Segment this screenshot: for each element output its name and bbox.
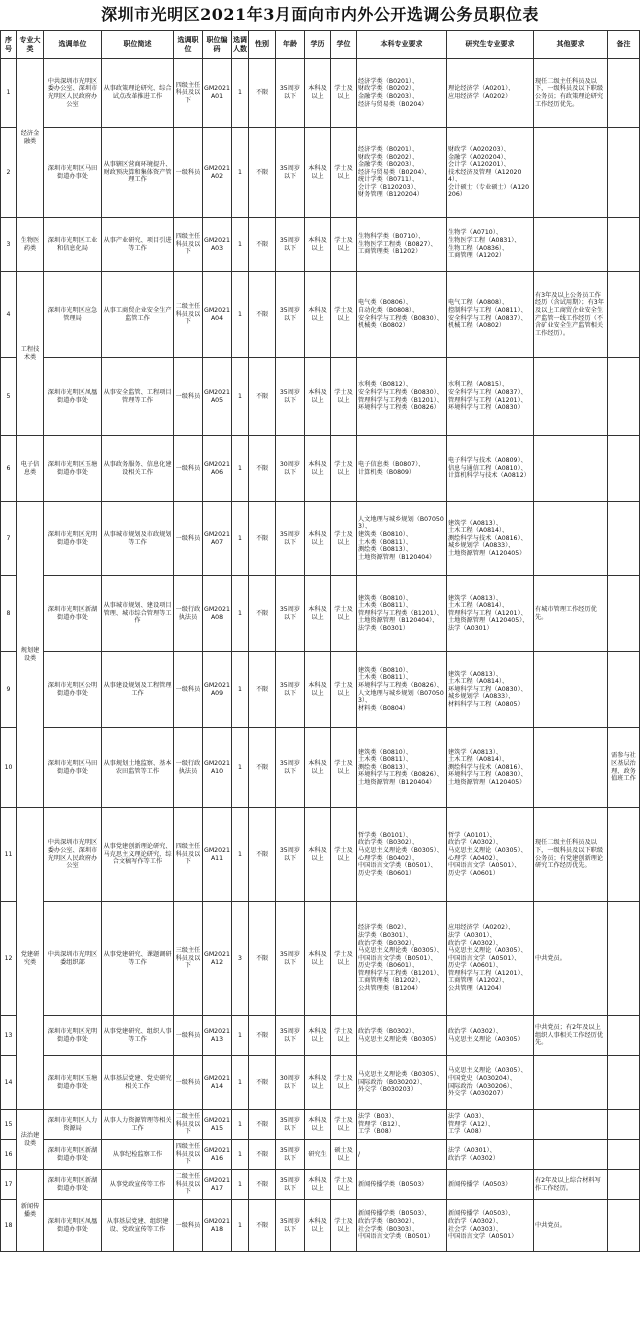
column-header: 选调单位 (44, 31, 102, 59)
other-requirements (534, 652, 608, 728)
remark (608, 1110, 640, 1140)
education: 本科及以上 (305, 502, 331, 576)
table-row (1, 576, 640, 652)
position-code: GM2021A14 (203, 1056, 232, 1110)
postgrad-majors: 水利工程（A0815）、 安全科学与工程（A0837）、 管理科学与工程（A1201）、 环境科学与工程（A0830） (447, 358, 534, 436)
position-level: 一级科员 (174, 1056, 203, 1110)
gender: 不限 (249, 728, 276, 808)
table-header-row (1, 31, 640, 59)
education: 本科及以上 (305, 576, 331, 652)
row-number: 7 (1, 502, 17, 576)
position-table (0, 30, 640, 1252)
unit-cell: 深圳市光明区工业和信息化局 (44, 218, 102, 272)
position-level: 一级科员 (174, 1200, 203, 1252)
remark (608, 128, 640, 218)
job-description: 从事人力资源管理等相关工作 (102, 1110, 174, 1140)
position-level: 一级科员 (174, 502, 203, 576)
row-number: 10 (1, 728, 17, 808)
unit-cell: 深圳市光明区马田街道办事处 (44, 728, 102, 808)
undergrad-majors: 新闻传播学类（B0503） (357, 1170, 447, 1200)
headcount: 1 (232, 1170, 249, 1200)
unit-cell: 深圳市光明区新湖街道办事处 (44, 576, 102, 652)
unit-cell: 深圳市光明区新湖街道办事处 (44, 1140, 102, 1170)
age-requirement: 30周岁以下 (276, 436, 305, 502)
gender: 不限 (249, 502, 276, 576)
degree: 学士及以上 (331, 1056, 357, 1110)
position-code: GM2021A09 (203, 652, 232, 728)
job-description: 从事城市规划、建设项目管理、城市综合管理等工作 (102, 576, 174, 652)
undergrad-majors: 马克思主义理论类（B0305）、 国际政治（B030202）、 外交学（B030203） (357, 1056, 447, 1110)
position-code: GM2021A04 (203, 272, 232, 358)
age-requirement: 35周岁以下 (276, 218, 305, 272)
remark (608, 1140, 640, 1170)
age-requirement: 35周岁以下 (276, 808, 305, 902)
position-code: GM2021A08 (203, 576, 232, 652)
degree: 学士及以上 (331, 652, 357, 728)
age-requirement: 35周岁以下 (276, 1110, 305, 1140)
postgrad-majors: 电子科学与技术（A0809）、 信息与通信工程（A0810）、 计算机科学与技术（A0812） (447, 436, 534, 502)
postgrad-majors: 建筑学（A0813）、 土木工程（A0814）、 环境科学与工程（A0830）、 城乡规划学（A0833）、 材料科学与工程（A0805） (447, 652, 534, 728)
position-code: GM2021A13 (203, 1016, 232, 1056)
undergrad-majors: 法学（B03）、 管理学（B12）、 工学（B08） (357, 1110, 447, 1140)
age-requirement: 35周岁以下 (276, 128, 305, 218)
job-description: 从事辖区营商环境提升、财政预决算和集体资产管理工作 (102, 128, 174, 218)
position-code: GM2021A01 (203, 59, 232, 128)
age-requirement: 35周岁以下 (276, 902, 305, 1016)
undergrad-majors: 哲学类（B0101）、 政治学类（B0302）、 马克思主义理论类（B0305）、 心理学类（B0402）、 中国语言文学类（B0501）、 历史学类（B0601） (357, 808, 447, 902)
education: 本科及以上 (305, 59, 331, 128)
table-row (1, 1056, 640, 1110)
position-code: GM2021A17 (203, 1170, 232, 1200)
table-row (1, 728, 640, 808)
row-number: 4 (1, 272, 17, 358)
unit-cell: 深圳市光明区凤凰街道办事处 (44, 358, 102, 436)
position-level: 四级主任科员及以下 (174, 218, 203, 272)
position-code: GM2021A15 (203, 1110, 232, 1140)
headcount: 3 (232, 902, 249, 1016)
headcount: 1 (232, 576, 249, 652)
position-level: 一级科员 (174, 358, 203, 436)
education: 本科及以上 (305, 1016, 331, 1056)
position-code: GM2021A03 (203, 218, 232, 272)
position-level: 一级科员 (174, 436, 203, 502)
table-row (1, 1016, 640, 1056)
headcount: 1 (232, 59, 249, 128)
postgrad-majors: 电气工程（A0808）、 控制科学与工程（A0811）、 安全科学与工程（A0837）、 机械工程（A0802） (447, 272, 534, 358)
table-row (1, 1200, 640, 1252)
degree: 学士及以上 (331, 358, 357, 436)
education: 研究生 (305, 1140, 331, 1170)
remark (608, 1170, 640, 1200)
column-header: 年龄 (276, 31, 305, 59)
job-description: 从事建设规划及工程管理工作 (102, 652, 174, 728)
age-requirement: 35周岁以下 (276, 1170, 305, 1200)
gender: 不限 (249, 1056, 276, 1110)
remark (608, 218, 640, 272)
row-number: 1 (1, 59, 17, 128)
table-row (1, 902, 640, 1016)
table-row (1, 502, 640, 576)
position-level: 四级主任科员及以下 (174, 1140, 203, 1170)
other-requirements (534, 728, 608, 808)
major-category: 规划建设类 (17, 502, 44, 808)
postgrad-majors: 哲学（A0101）、 政治学（A0302）、 马克思主义理论（A0305）、 心理学（A0402）、 中国语言文学（A0501）、 历史学（A0601） (447, 808, 534, 902)
job-description: 从事城市规划及市政规划等工作 (102, 502, 174, 576)
headcount: 1 (232, 218, 249, 272)
remark (608, 59, 640, 128)
column-header: 学位 (331, 31, 357, 59)
row-number: 2 (1, 128, 17, 218)
position-code: GM2021A07 (203, 502, 232, 576)
column-header: 序号 (1, 31, 17, 59)
column-header: 性别 (249, 31, 276, 59)
job-description: 从事纪检监察工作 (102, 1140, 174, 1170)
postgrad-majors: 政治学（A0302）、 马克思主义理论（A0305） (447, 1016, 534, 1056)
row-number: 8 (1, 576, 17, 652)
other-requirements: 现任二级主任科员及以下，一级科员及以下职级公务员；有党建创新理论研究工作经历优先。 (534, 808, 608, 902)
headcount: 1 (232, 1200, 249, 1252)
position-level: 四级主任科员及以下 (174, 808, 203, 902)
position-level: 一级科员 (174, 1016, 203, 1056)
gender: 不限 (249, 128, 276, 218)
table-row (1, 358, 640, 436)
undergrad-majors: 水利类（B0812）、 安全科学与工程类（B0830）、 管理科学与工程类（B1201）、 环境科学与工程类（B0826） (357, 358, 447, 436)
column-header: 选调职位 (174, 31, 203, 59)
table-row (1, 652, 640, 728)
gender: 不限 (249, 1110, 276, 1140)
degree: 学士及以上 (331, 128, 357, 218)
position-code: GM2021A16 (203, 1140, 232, 1170)
undergrad-majors: 建筑类（B0810）、 土木类（B0811）、 管理科学与工程类（B1201）、 土地资源管理（B120404）、 法学类（B0301） (357, 576, 447, 652)
degree: 学士及以上 (331, 272, 357, 358)
position-code: GM2021A02 (203, 128, 232, 218)
undergrad-majors: 经济学类（B02）、 法学类（B0301）、 政治学类（B0302）、 马克思主义理论类（B0305）、 中国语言文学类（B0501）、 历史学类（B0601）、 管理科学与工程类（B1201）、 工商管理类（B1202）、 公共管理类（B1204） (357, 902, 447, 1016)
job-description: 从事党建研究、课题调研等工作 (102, 902, 174, 1016)
gender: 不限 (249, 1170, 276, 1200)
unit-cell: 中共深圳市光明区委办公室、深圳市光明区人民政府办公室 (44, 59, 102, 128)
unit-cell: 深圳市光明区新湖街道办事处 (44, 1170, 102, 1200)
age-requirement: 35周岁以下 (276, 358, 305, 436)
remark (608, 502, 640, 576)
postgrad-majors: 新闻传播学（A0503）、 政治学（A0302）、 社会学（A0303）、 中国语言文学（A0501） (447, 1200, 534, 1252)
position-level: 一级行政执法员 (174, 728, 203, 808)
gender: 不限 (249, 272, 276, 358)
gender: 不限 (249, 436, 276, 502)
postgrad-majors: 财政学（A020203）、 金融学（A020204）、 会计学（A120201）、 技术经济及管理（A120204）、 会计硕士（专业硕士）（A120206） (447, 128, 534, 218)
other-requirements (534, 128, 608, 218)
other-requirements (534, 1056, 608, 1110)
row-number: 13 (1, 1016, 17, 1056)
education: 本科及以上 (305, 1200, 331, 1252)
education: 本科及以上 (305, 652, 331, 728)
education: 本科及以上 (305, 272, 331, 358)
other-requirements: 有城市管理工作经历优先。 (534, 576, 608, 652)
headcount: 1 (232, 652, 249, 728)
undergrad-majors: 电子信息类（B0807）、 计算机类（B0809） (357, 436, 447, 502)
table-row (1, 1170, 640, 1200)
age-requirement: 35周岁以下 (276, 272, 305, 358)
gender: 不限 (249, 218, 276, 272)
gender: 不限 (249, 652, 276, 728)
education: 本科及以上 (305, 728, 331, 808)
column-header: 职位简述 (102, 31, 174, 59)
unit-cell: 中共深圳市光明区委组织部 (44, 902, 102, 1016)
headcount: 1 (232, 436, 249, 502)
other-requirements: 中共党员；有2年及以上组织人事相关工作经历优先。 (534, 1016, 608, 1056)
undergrad-majors: 建筑类（B0810）、 土木类（B0811）、 环境科学与工程类（B0826）、 人文地理与城乡规划（B070503）、 材料类（B0804） (357, 652, 447, 728)
education: 本科及以上 (305, 128, 331, 218)
job-description: 从事产业研究、项目引进等工作 (102, 218, 174, 272)
postgrad-majors: 法学（A03）、 管理学（A12）、 工学（A08） (447, 1110, 534, 1140)
headcount: 1 (232, 1056, 249, 1110)
remark (608, 576, 640, 652)
job-description: 从事基层党建、组织建设、党政宣传等工作 (102, 1200, 174, 1252)
row-number: 6 (1, 436, 17, 502)
position-level: 三级主任科员及以下 (174, 902, 203, 1016)
position-code: GM2021A18 (203, 1200, 232, 1252)
postgrad-majors: 建筑学（A0813）、 土木工程（A0814）、 管理科学与工程（A1201）、 土地资源管理（A120405）、 法学（A0301） (447, 576, 534, 652)
age-requirement: 30周岁以下 (276, 1056, 305, 1110)
age-requirement: 35周岁以下 (276, 576, 305, 652)
postgrad-majors: 马克思主义理论（A0305）、 中国党史（A030204）、 国际政治（A030206）、 外交学（A030207） (447, 1056, 534, 1110)
headcount: 1 (232, 272, 249, 358)
age-requirement: 35周岁以下 (276, 1140, 305, 1170)
headcount: 1 (232, 128, 249, 218)
unit-cell: 深圳市光明区玉塘街道办事处 (44, 1056, 102, 1110)
unit-cell: 深圳市光明区凤凰街道办事处 (44, 1200, 102, 1252)
degree: 学士及以上 (331, 436, 357, 502)
column-header: 其他要求 (534, 31, 608, 59)
row-number: 17 (1, 1170, 17, 1200)
undergrad-majors: 人文地理与城乡规划（B070503）、 建筑类（B0810）、 土木类（B0811）、 测绘类（B0813）、 土地资源管理（B120404） (357, 502, 447, 576)
age-requirement: 35周岁以下 (276, 652, 305, 728)
education: 本科及以上 (305, 1056, 331, 1110)
position-code: GM2021A10 (203, 728, 232, 808)
age-requirement: 35周岁以下 (276, 1016, 305, 1056)
gender: 不限 (249, 576, 276, 652)
headcount: 1 (232, 358, 249, 436)
age-requirement: 35周岁以下 (276, 59, 305, 128)
column-header: 研究生专业要求 (447, 31, 534, 59)
postgrad-majors: 建筑学（A0813）、 土木工程（A0814）、 测绘科学与技术（A0816）、 环境科学与工程（A0830）、 土地资源管理（A120405） (447, 728, 534, 808)
other-requirements: 中共党员。 (534, 902, 608, 1016)
row-number: 16 (1, 1140, 17, 1170)
unit-cell: 深圳市光明区应急管理局 (44, 272, 102, 358)
undergrad-majors: 建筑类（B0810）、 土木类（B0811）、 测绘类（B0813）、 环境科学与工程类（B0826）、 土地资源管理（B120404） (357, 728, 447, 808)
job-description: 从事政策理论研究、综合试点改革推进工作 (102, 59, 174, 128)
remark (608, 1056, 640, 1110)
position-code: GM2021A05 (203, 358, 232, 436)
position-level: 二级主任科员及以下 (174, 1110, 203, 1140)
undergrad-majors: 电气类（B0806）、 自动化类（B0808）、 安全科学与工程类（B0830）、 机械类（B0802） (357, 272, 447, 358)
degree: 学士及以上 (331, 502, 357, 576)
major-category: 经济金融类 (17, 59, 44, 218)
headcount: 1 (232, 728, 249, 808)
gender: 不限 (249, 1200, 276, 1252)
unit-cell: 深圳市光明区光明街道办事处 (44, 1016, 102, 1056)
major-category: 电子信息类 (17, 436, 44, 502)
undergrad-majors: 经济学类（B0201）、 财政学类（B0202）、 金融学类（B0203）、 经济与贸易类（B0204） (357, 59, 447, 128)
unit-cell: 深圳市光明区玉塘街道办事处 (44, 436, 102, 502)
headcount: 1 (232, 808, 249, 902)
other-requirements (534, 358, 608, 436)
degree: 学士及以上 (331, 1200, 357, 1252)
degree: 学士及以上 (331, 1016, 357, 1056)
job-description: 从事党建创新理论研究、马克思主义理论研究、综合文稿写作等工作 (102, 808, 174, 902)
table-row (1, 1110, 640, 1140)
major-category: 新闻传播类 (17, 1170, 44, 1252)
headcount: 1 (232, 1140, 249, 1170)
degree: 学士及以上 (331, 728, 357, 808)
position-level: 一级科员 (174, 128, 203, 218)
job-description: 从事安全监管、工程项目管理等工作 (102, 358, 174, 436)
job-description: 从事基层党建、党史研究相关工作 (102, 1056, 174, 1110)
gender: 不限 (249, 59, 276, 128)
postgrad-majors: 新闻传播学（A0503） (447, 1170, 534, 1200)
remark (608, 1016, 640, 1056)
job-description: 从事规划土地监察、基本农田监管等工作 (102, 728, 174, 808)
major-category: 党建研究类 (17, 808, 44, 1110)
column-header: 专业大类 (17, 31, 44, 59)
row-number: 18 (1, 1200, 17, 1252)
position-code: GM2021A11 (203, 808, 232, 902)
remark (608, 902, 640, 1016)
row-number: 9 (1, 652, 17, 728)
education: 本科及以上 (305, 1170, 331, 1200)
remark (608, 1200, 640, 1252)
age-requirement: 35周岁以下 (276, 1200, 305, 1252)
education: 本科及以上 (305, 358, 331, 436)
remark (608, 272, 640, 358)
other-requirements (534, 1140, 608, 1170)
table-row (1, 1140, 640, 1170)
table-row (1, 436, 640, 502)
education: 本科及以上 (305, 808, 331, 902)
other-requirements: 有3年及以上公务员工作经历（含试用期）；有3年及以上工商贸企业安全生产监管一线工作经历（不含矿业安全生产监管相关工作经历）。 (534, 272, 608, 358)
job-description: 从事党建研究、组织人事等工作 (102, 1016, 174, 1056)
position-level: 二级主任科员及以下 (174, 1170, 203, 1200)
row-number: 11 (1, 808, 17, 902)
postgrad-majors: 建筑学（A0813）、 土木工程（A0814）、 测绘科学与技术（A0816）、 城乡规划学（A0833）、 土地资源管理（A120405） (447, 502, 534, 576)
gender: 不限 (249, 1016, 276, 1056)
row-number: 5 (1, 358, 17, 436)
unit-cell: 深圳市光明区光明街道办事处 (44, 502, 102, 576)
undergrad-majors: 生物科学类（B0710）、 生物医学工程类（B0827）、 工商管理类（B1202） (357, 218, 447, 272)
position-level: 二级主任科员及以下 (174, 272, 203, 358)
undergrad-majors: 政治学类（B0302）、 马克思主义理论类（B0305） (357, 1016, 447, 1056)
job-description: 从事政务服务、信息化建设相关工作 (102, 436, 174, 502)
row-number: 15 (1, 1110, 17, 1140)
column-header: 本科专业要求 (357, 31, 447, 59)
degree: 学士及以上 (331, 576, 357, 652)
other-requirements: 现任二级主任科员及以下，一级科员及以下职级公务员；有政策理论研究工作经历优先。 (534, 59, 608, 128)
gender: 不限 (249, 902, 276, 1016)
remark (608, 652, 640, 728)
postgrad-majors: 法学（A0301）、 政治学（A0302） (447, 1140, 534, 1170)
undergrad-majors: 经济学类（B0201）、 财政学类（B0202）、 金融学类（B0203）、 经济与贸易类（B0204）、 统计学类（B0711）、 会计学（B120203）、 财务管理（B120204） (357, 128, 447, 218)
position-code: GM2021A06 (203, 436, 232, 502)
position-level: 一级行政执法员 (174, 576, 203, 652)
education: 本科及以上 (305, 218, 331, 272)
major-category: 生物医药类 (17, 218, 44, 272)
degree: 学士及以上 (331, 1170, 357, 1200)
table-row (1, 59, 640, 128)
education: 本科及以上 (305, 1110, 331, 1140)
unit-cell: 深圳市光明区人力资源局 (44, 1110, 102, 1140)
undergrad-majors: / (357, 1140, 447, 1170)
row-number: 12 (1, 902, 17, 1016)
position-code: GM2021A12 (203, 902, 232, 1016)
table-row (1, 218, 640, 272)
postgrad-majors: 生物学（A0710）、 生物医学工程（A0831）、 生物工程（A0836）、 工商管理（A1202） (447, 218, 534, 272)
unit-cell: 中共深圳市光明区委办公室、深圳市光明区人民政府办公室 (44, 808, 102, 902)
age-requirement: 35周岁以下 (276, 728, 305, 808)
other-requirements: 有2年及以上综合材料写作工作经历。 (534, 1170, 608, 1200)
remark (608, 436, 640, 502)
table-row (1, 128, 640, 218)
degree: 硕士及以上 (331, 1140, 357, 1170)
column-header: 职位编码 (203, 31, 232, 59)
other-requirements (534, 1110, 608, 1140)
position-level: 四级主任科员及以下 (174, 59, 203, 128)
table-row (1, 808, 640, 902)
undergrad-majors: 新闻传播学类（B0503）、 政治学类（B0302）、 社会学类（B0303）、 中国语言文学类（B0501） (357, 1200, 447, 1252)
education: 本科及以上 (305, 436, 331, 502)
age-requirement: 35周岁以下 (276, 502, 305, 576)
unit-cell: 深圳市光明区马田街道办事处 (44, 128, 102, 218)
job-description: 从事党政宣传等工作 (102, 1170, 174, 1200)
degree: 学士及以上 (331, 218, 357, 272)
major-category: 法治建设类 (17, 1110, 44, 1170)
degree: 学士及以上 (331, 1110, 357, 1140)
degree: 学士及以上 (331, 902, 357, 1016)
column-header: 学历 (305, 31, 331, 59)
postgrad-majors: 应用经济学（A0202）、 法学（A0301）、 政治学（A0302）、 马克思主义理论（A0305）、 中国语言文学（A0501）、 历史学（A0601）、 管理科学与工程（A1201）、 工商管理（A1202）、 公共管理（A1204） (447, 902, 534, 1016)
column-header: 选调人数 (232, 31, 249, 59)
major-category: 工程技术类 (17, 272, 44, 436)
headcount: 1 (232, 1016, 249, 1056)
row-number: 14 (1, 1056, 17, 1110)
remark (608, 808, 640, 902)
column-header: 备注 (608, 31, 640, 59)
gender: 不限 (249, 808, 276, 902)
headcount: 1 (232, 1110, 249, 1140)
page-title: 深圳市光明区2021年3月面向市内外公开选调公务员职位表 (101, 5, 539, 24)
gender: 不限 (249, 1140, 276, 1170)
remark (608, 358, 640, 436)
other-requirements: 中共党员。 (534, 1200, 608, 1252)
degree: 学士及以上 (331, 59, 357, 128)
education: 本科及以上 (305, 902, 331, 1016)
other-requirements (534, 502, 608, 576)
row-number: 3 (1, 218, 17, 272)
table-row (1, 272, 640, 358)
unit-cell: 深圳市光明区公明街道办事处 (44, 652, 102, 728)
postgrad-majors: 理论经济学（A0201）、 应用经济学（A0202） (447, 59, 534, 128)
gender: 不限 (249, 358, 276, 436)
job-description: 从事工商贸企业安全生产监管工作 (102, 272, 174, 358)
headcount: 1 (232, 502, 249, 576)
other-requirements (534, 436, 608, 502)
remark: 需参与社区基层治理、政务值班工作 (608, 728, 640, 808)
position-level: 一级科员 (174, 652, 203, 728)
other-requirements (534, 218, 608, 272)
degree: 学士及以上 (331, 808, 357, 902)
